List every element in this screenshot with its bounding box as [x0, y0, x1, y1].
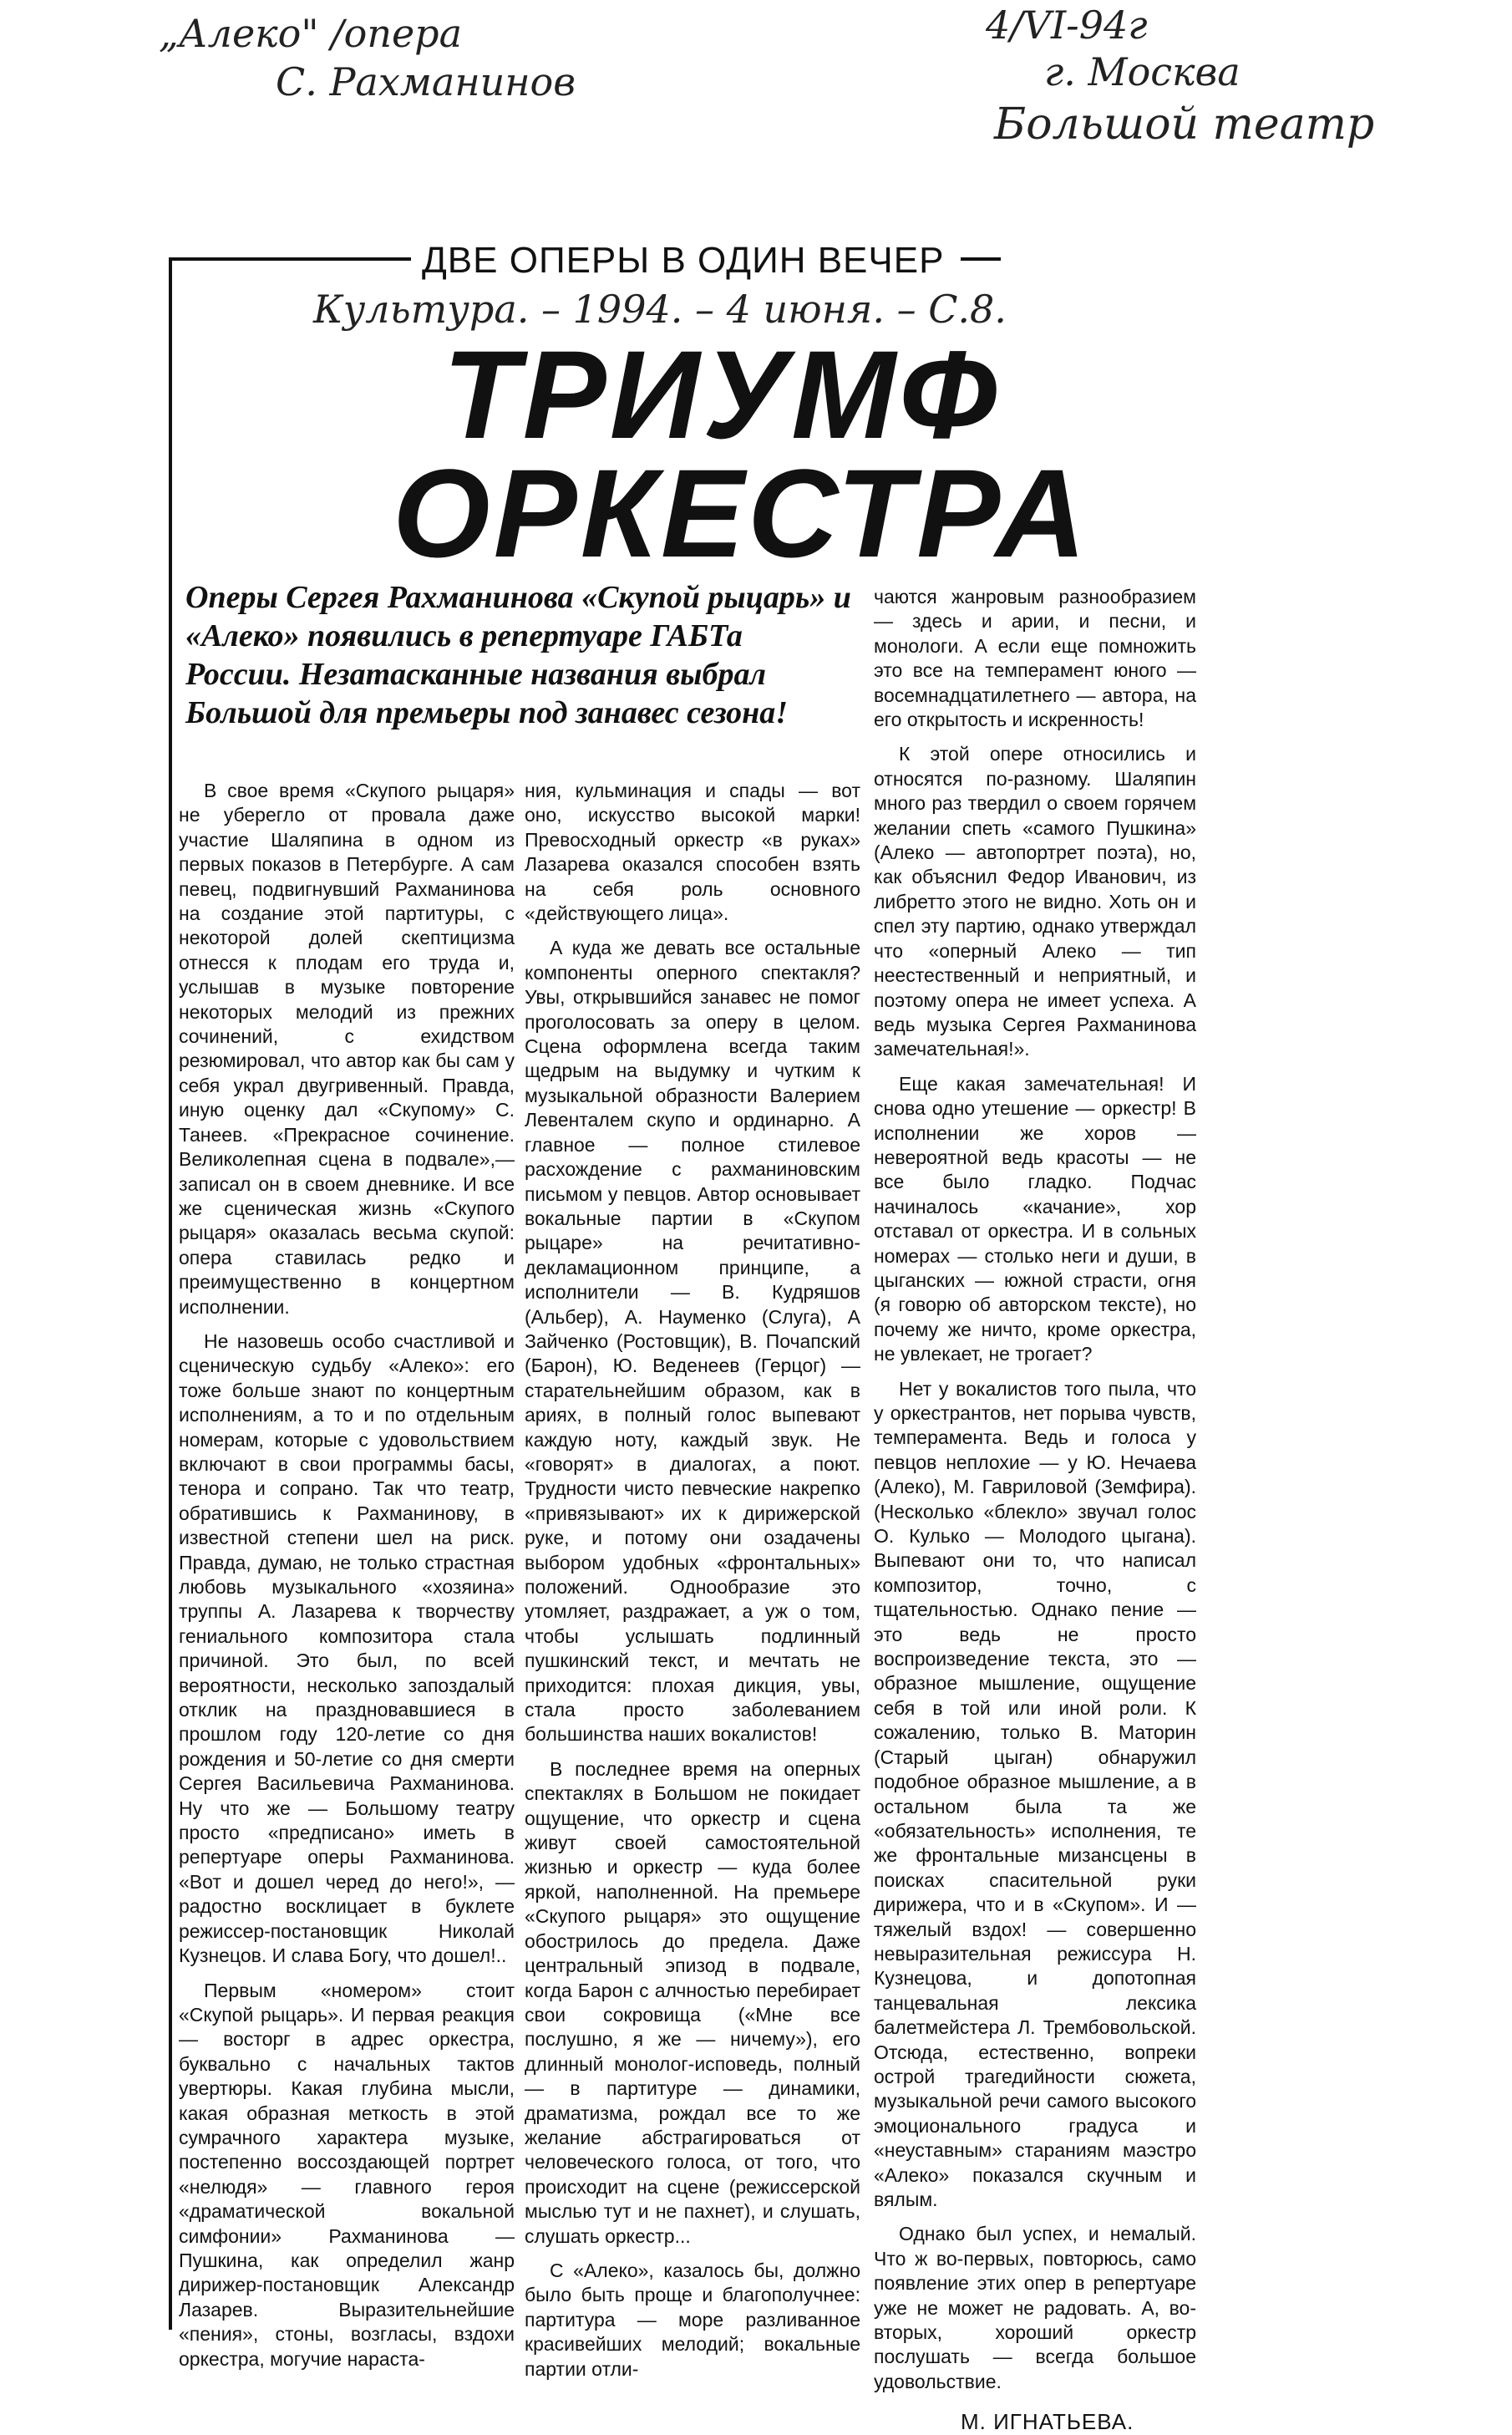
frame-border-left: [169, 257, 172, 2330]
handwritten-note-composer: С. Рахманинов: [276, 59, 576, 104]
handwritten-date: 4/VI-94г: [986, 3, 1148, 48]
handwritten-city: г. Москва: [1044, 49, 1241, 94]
article-kicker: ДВЕ ОПЕРЫ В ОДИН ВЕЧЕР: [422, 240, 945, 281]
paragraph: Однако был успех, и немалый. Что ж во-первых, повторюсь, само появление этих опер в репертуаре уже не может не радовать. А, во-вторых, хороший оркестр послушать — всегда большое удовольствие.: [874, 2223, 1196, 2392]
paragraph: С «Алеко», казалось бы, должно было быть проще и благополучнее: партитура — море разливанное красивейших мелодий; вокальные партии отли-: [525, 2259, 860, 2380]
article-column-3: [874, 585, 1196, 2404]
paragraph: ния, кульминация и спады — вот оно, искусство высокой марки! Превосходный оркестр «в руках» Лазарева оказался способен взять на себя роль основного «действующего лица».: [525, 780, 860, 925]
paragraph: Нет у вокалистов того пыла, что у оркестрантов, нет порыва чувств, темперамента. Ведь и голоса у певцов неплохие — у Ю. Нечаева (Алеко), М. Гавриловой (Земфира). (Несколько «блекло» звучал голос О. Кулько — Молодого цыгана). Выпевают они то, что написал композитор, точно, с тщательностью. Однако пение — это ведь не просто воспроизведение текста, это — образное мышление, ощущение себя в той или иной роли. К сожалению, только В. Маторин (Старый цыган) обнаружил подобное образное мышление, а в остальном была та же «обязательность» исполнения, те же фронтальные мизансцены в поисках спасительной руки дирижера, что и в «Скупом». И — тяжелый вздох! — совершенно невыразительная режиссура Н. Кузнецова, и допотопная танцевальная лексика балетмейстера Л. Трембовольской. Отсюда, естественно, вопреки острой трагедийности сюжета, музыкальной речи самого высокого эмоционального градуса и «неуставным» стараниям маэстро «Алеко» показался скучным и вялым.: [874, 1377, 1196, 2210]
paragraph: В последнее время на оперных спектаклях в Большом не покидает ощущение, что оркестр и сцена живут своей самостоятельной жизнью и оркестр — куда более яркой, наполненной. На премьере «Скупого рыцаря» это ощущение обострилось до предела. Даже центральный эпизод в подвале, когда Барон с алчностью перебирает свои сокровища («Мне все послушно, я же — ничему»), его длинный монолог-исповедь, полный — в партитуре — динамики, драматизма, рождал все то же желание абстрагироваться от человеческого голоса, от того, что происходит на сцене (режиссерской мыслью тут и не пахнет), и слушать, слушать оркестр...: [525, 1757, 860, 2247]
article-lead: Оперы Сергея Рахманинова «Скупой рыцарь» и «Алеко» появились в репертуаре ГАБТа России. Незатасканные названия выбрал Большой для премьеры под занавес сезона!: [185, 580, 851, 730]
handwritten-venue: Большой театр: [994, 99, 1375, 150]
paragraph: Первым «номером» стоит «Скупой рыцарь». И первая реакция — восторг в адрес оркестра, буквально с начальных тактов увертюры. Какая глубина мысли, какая образная меткость в этой сумрачного характера музыке, постепенно воссоздающей портрет «нелюдя» — главного героя «драматической вокальной симфонии» Рахманинова — Пушкина, как определил жанр дирижер-постановщик Александр Лазарев. Выразительнейшие «пения», стоны, возгласы, вздохи оркестра, могучие нараста-: [179, 1979, 515, 2370]
paragraph: А куда же девать все остальные компоненты оперного спектакля? Увы, открывшийся занавес не помог проголосовать за оперу в целом. Сцена оформлена всегда таким щедрым на выдумку и чутким к музыкальной образности Валерием Левенталем скупо и ординарно. А главное — полное стилевое расхождение с рахманиновским письмом у певцов. Автор основывает вокальные партии в «Скупом рыцаре» на речитативно-декламационном принципе, а исполнители — В. Кудряшов (Альбер), А. Науменко (Слуга), А Зайченко (Ростовщик), В. Почапский (Барон), Ю. Веденеев (Герцог) — старательнейшим образом, как в ариях, в полный голос выпевают каждую ноту, каждый звук. Не «говорят» в диалогах, а поют. Трудности чисто певческие накрепко «привязывают» их к дирижерской руке, и потому они озадачены выбором удобных «фронтальных» положений. Однообразие это утомляет, раздражает, а уж о том, чтобы услышать подлинный пушкинский текст, и мечтать не приходится: плохая дикция, увы, стала просто заболеванием большинства наших вокалистов!: [525, 937, 860, 1746]
frame-border-top-right: [961, 257, 1001, 261]
paragraph: Еще какая замечательная! И снова одно утешение — оркестр! В исполнении же хоров — невероятной ведь красоты — не все было гладко. Подчас начиналось «качание», хор отставал от оркестра. И в сольных номерах — столько неги и души, в цыганских — южной страсти, огня (я говорю об авторском тексте), но почему же ничто, кроме оркестра, не увлекает, не трогает?: [874, 1072, 1196, 1365]
headline-line-2: ОРКЕСТРА: [393, 443, 1090, 583]
paragraph: К этой опере относились и относятся по-разному. Шаляпин много раз твердил о своем горячем желании спеть «самого Пушкина» (Алеко — автопортрет поэта), но, как объяснил Федор Иванович, из либретто этого не видно. Хоть он и спел эту партию, однако утверждал что «оперный Алеко — тип неестественный и неприятный, и поэтому опера не имеет успеха. А ведь музыка Сергея Рахманинова замечательная!».: [874, 743, 1196, 1060]
paragraph: чаются жанровым разнообразием — здесь и арии, и песни, и монологи. А если еще помножить это все на темперамент юного — восемнадцатилетнего — автора, на его открытость и искренность!: [874, 586, 1196, 731]
paragraph: Не назовешь особо счастливой и сценическую судьбу «Алеко»: его тоже больше знают по концертным исполнениям, а то и по отдельным номерам, которые с удовольствием включают в свои программы басы, тенора и сопрано. Так что театр, обратившись к Рахманинову, в известной степени шел на риск. Правда, думаю, не только страстная любовь музыкального «хозяина» труппы А. Лазарева к творчеству гениального композитора стала причиной. Это был, по всей вероятности, несколько запоздалый отклик на праздновавшиеся в прошлом году 120-летие со дня рождения и 50-летие со дня смерти Сергея Васильевича Рахманинова. Ну что же — Большому театру просто «предписано» иметь в репертуаре оперы Рахманинова. «Вот и дошел черед до него!», — радостно восклицает в буклете режиссер-постановщик Николай Кузнецов. И слава Богу, что дошел!..: [179, 1329, 515, 1967]
handwritten-note-title: „Алеко" /опера: [159, 11, 463, 56]
article-column-1: [179, 779, 515, 2382]
author-signature: М. ИГНАТЬЕВА.: [961, 2409, 1134, 2434]
handwritten-source: Культура. – 1994. – 4 июня. – С.8.: [313, 287, 1007, 332]
paragraph: В свое время «Скупого рыцаря» не уберегло от провала даже участие Шаляпина в одном из первых показов в Петербурге. А сам певец, подвигнувший Рахманинова на создание этой партитуры, с некоторой долей скептицизма отнесся к плодам его труда и, услышав в музыке повторение некоторых мелодий из прежних сочинений, с ехидством резюмировал, что автор как бы сам у себя украл двугривенный. Правда, иную оценку дал «Скупому» С. Танеев. «Прекрасное сочинение. Великолепная сцена в подвале»,— записал он в своем дневнике. И все же сценическая жизнь «Скупого рыцаря» оказалась весьма скупой: опера ставилась редко и преимущественно в концертном исполнении.: [179, 780, 515, 1318]
article-column-2: [525, 779, 860, 2392]
headline-line-1: ТРИУМФ: [443, 324, 1001, 465]
frame-border-top: [169, 257, 411, 261]
